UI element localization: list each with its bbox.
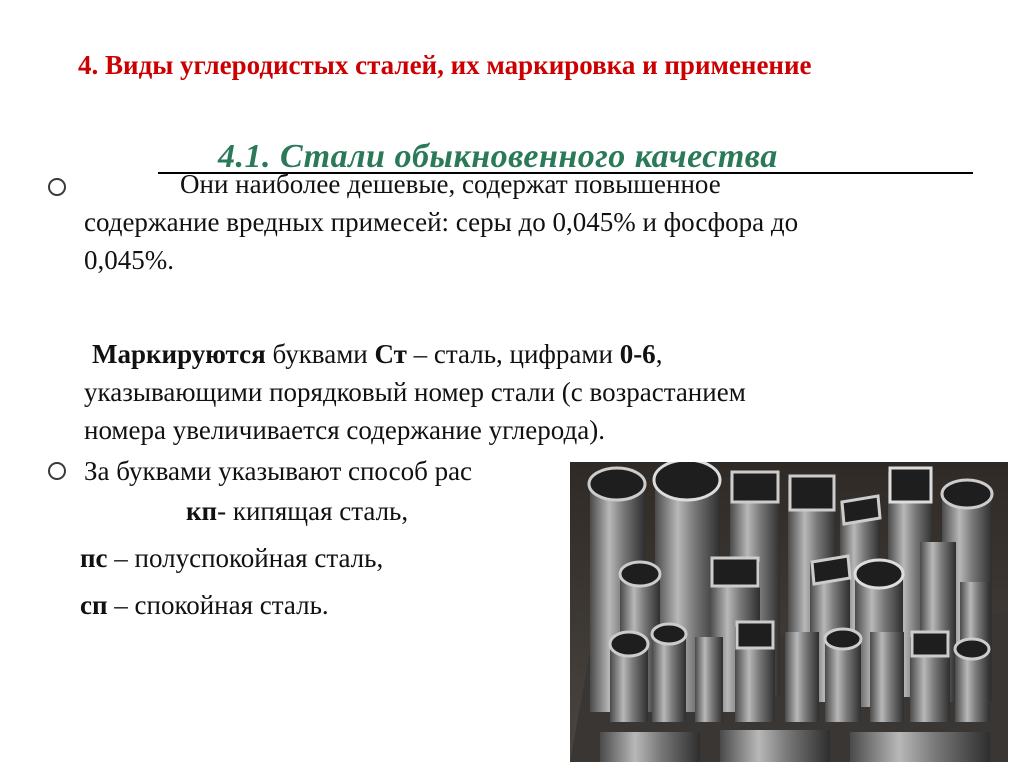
steel-pipes-photo	[570, 462, 1008, 762]
code-sp: сп	[80, 590, 108, 620]
code-ps: пс	[80, 543, 108, 573]
bold-term: Ст	[374, 339, 407, 369]
paragraph-line: Они наиболее дешевые, содержат повышенное	[180, 169, 721, 199]
paragraph-line: номера увеличивается содержание углерода).	[84, 415, 605, 445]
list-item-sp	[80, 590, 329, 621]
text-span: - кипящая сталь,	[217, 496, 409, 526]
list-item-ps	[80, 543, 383, 574]
bullet-icon	[48, 178, 66, 196]
text-span: ,	[655, 339, 663, 369]
text-span: – полуспокойная сталь,	[107, 543, 384, 573]
paragraph-marking	[84, 335, 1014, 449]
slide-subtitle: 4.1. Стали обыкновенного качества	[218, 138, 778, 175]
paragraph-line	[84, 335, 1014, 373]
text-span: – сталь, цифрами	[406, 339, 620, 369]
list-item-kp	[186, 496, 408, 527]
text-span: – спокойная сталь.	[107, 590, 329, 620]
bold-term: Маркируются	[92, 339, 266, 369]
slide-title: 4. Виды углеродистых сталей, их маркировка и применение	[78, 50, 812, 80]
bold-term: 0-6	[619, 339, 656, 369]
text-span: буквами	[265, 339, 375, 369]
paragraph-impurities	[84, 165, 1014, 279]
paragraph-line: 0,045%.	[84, 245, 174, 275]
paragraph-deoxidation: За буквами указывают способ рас	[84, 456, 473, 486]
code-kp: кп	[186, 496, 218, 526]
bullet-icon	[48, 462, 66, 480]
paragraph-line: содержание вредных примесей: серы до 0,045% и фосфора до	[84, 207, 799, 237]
paragraph-line: указывающими порядковый номер стали (с возрастанием	[84, 377, 746, 407]
